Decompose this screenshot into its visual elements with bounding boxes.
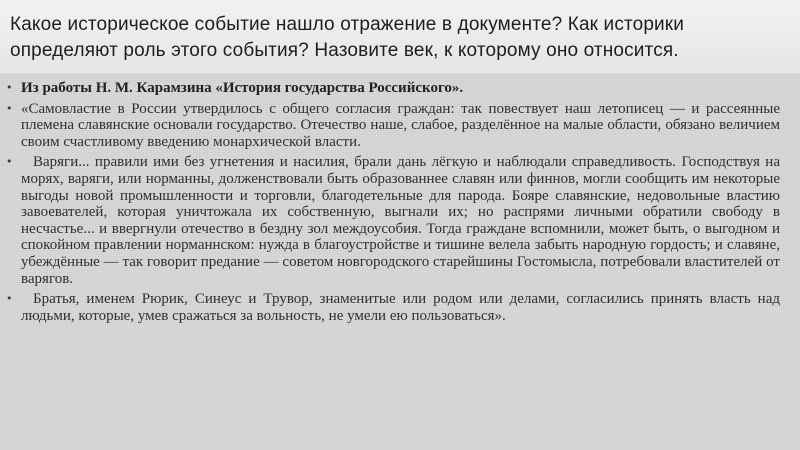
bullet-paragraph-3 [6, 291, 780, 324]
paragraph-text: Братья, именем Рюрик, Синеус и Трувор, знаменитые или родом или делами, согласились принять власть над людьми, которые, умев сражаться за вольность, не умели ею пользоваться». [21, 291, 780, 324]
bullet-paragraph-1 [6, 101, 780, 151]
slide-title: Какое историческое событие нашло отражение в документе? Как историки определяют роль этого события? Назовите век, к которому оно относится. [10, 14, 685, 61]
title-band [0, 0, 800, 75]
bullet-icon: • [6, 101, 13, 115]
bullet-icon: • [6, 155, 13, 169]
paragraph-text: Варяги... правили ими без угнетения и насилия, брали дань лёгкую и наблюдали справедливость. Господствуя на морях, варяги, или норманны, долженствовали быть образованнее славян или финнов, могли сообщить им некоторые выгоды новой промышленности и торговли, благодетельные для парода. Бояре славянские, недовольные властию завоевателей, которая уничтожала их собственную, выгнали их; но распрями личными обратили свободу в несчастье... и ввергнули отечество в бездну зол междоусобия. Тогда граждане вспомнили, может быть, о выгодном и спокойном правлении норманнском: нужда в благоустройстве и тишине велела забыть народную гордость; и славяне, убеждённые — так говорит предание — советом новгородского старейшины Гостомысла, потребовали властителей от варягов. [21, 154, 780, 287]
source-citation: Из работы Н. М. Карамзина «История государства Российского». [21, 80, 464, 96]
bullet-icon: • [6, 292, 13, 306]
paragraph-text: «Самовластие в России утвердилось с общего согласия граждан: так повествует наш летописец — и рассеянные племена славянские основали государство. Отечество наше, слабое, разделённое на малые области, обязано величием своим счастливому введению монархической власти. [21, 100, 780, 150]
bullet-source [6, 80, 780, 97]
slide-body [6, 80, 780, 328]
bullet-paragraph-2 [6, 154, 780, 287]
bullet-icon: • [6, 81, 13, 94]
